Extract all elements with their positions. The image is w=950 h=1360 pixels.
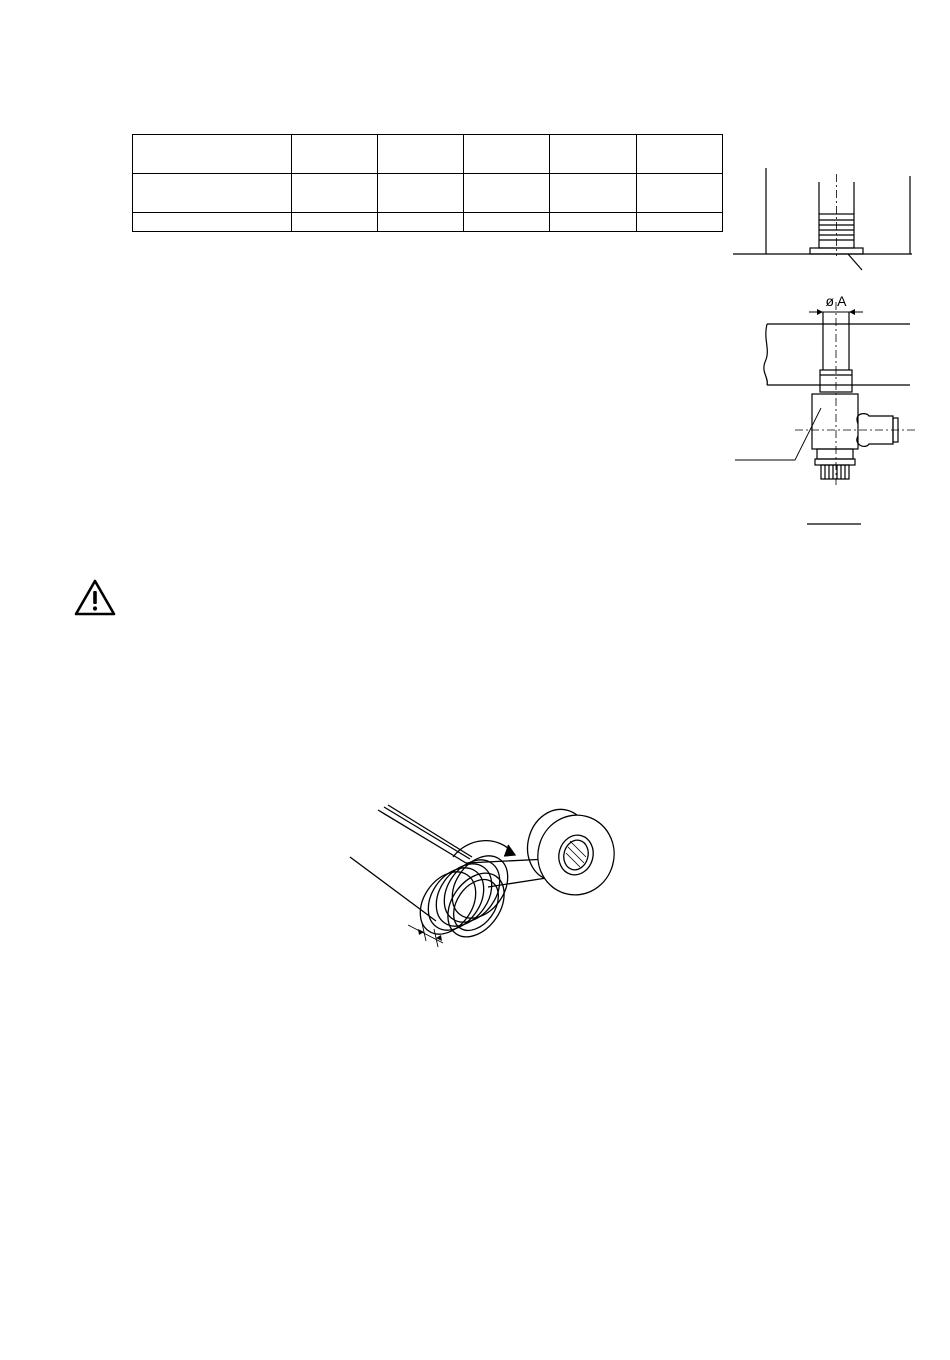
table-cell — [636, 135, 722, 174]
table-cell — [636, 213, 722, 232]
table-cell — [550, 174, 636, 213]
table-cell — [464, 174, 550, 213]
table-cell — [291, 174, 377, 213]
sealing-tape-illustration — [348, 795, 623, 955]
table-cell — [291, 135, 377, 174]
table-cell — [291, 213, 377, 232]
table-cell — [377, 213, 463, 232]
elbow-fitting-drawing — [735, 290, 920, 530]
table-cell — [636, 174, 722, 213]
table-cell — [133, 174, 292, 213]
table-cell — [133, 213, 292, 232]
table-row — [133, 135, 723, 174]
table-cell — [377, 174, 463, 213]
table-row — [133, 174, 723, 213]
table-row — [133, 213, 723, 232]
table-cell — [133, 135, 292, 174]
table-cell — [464, 135, 550, 174]
table-cell — [464, 213, 550, 232]
fitting-port-drawing — [730, 168, 920, 273]
warning-triangle-icon — [73, 578, 117, 618]
diameter-label: ø A — [825, 293, 847, 309]
table-cell — [550, 213, 636, 232]
spec-table — [132, 134, 723, 232]
table-cell — [550, 135, 636, 174]
table-cell — [377, 135, 463, 174]
